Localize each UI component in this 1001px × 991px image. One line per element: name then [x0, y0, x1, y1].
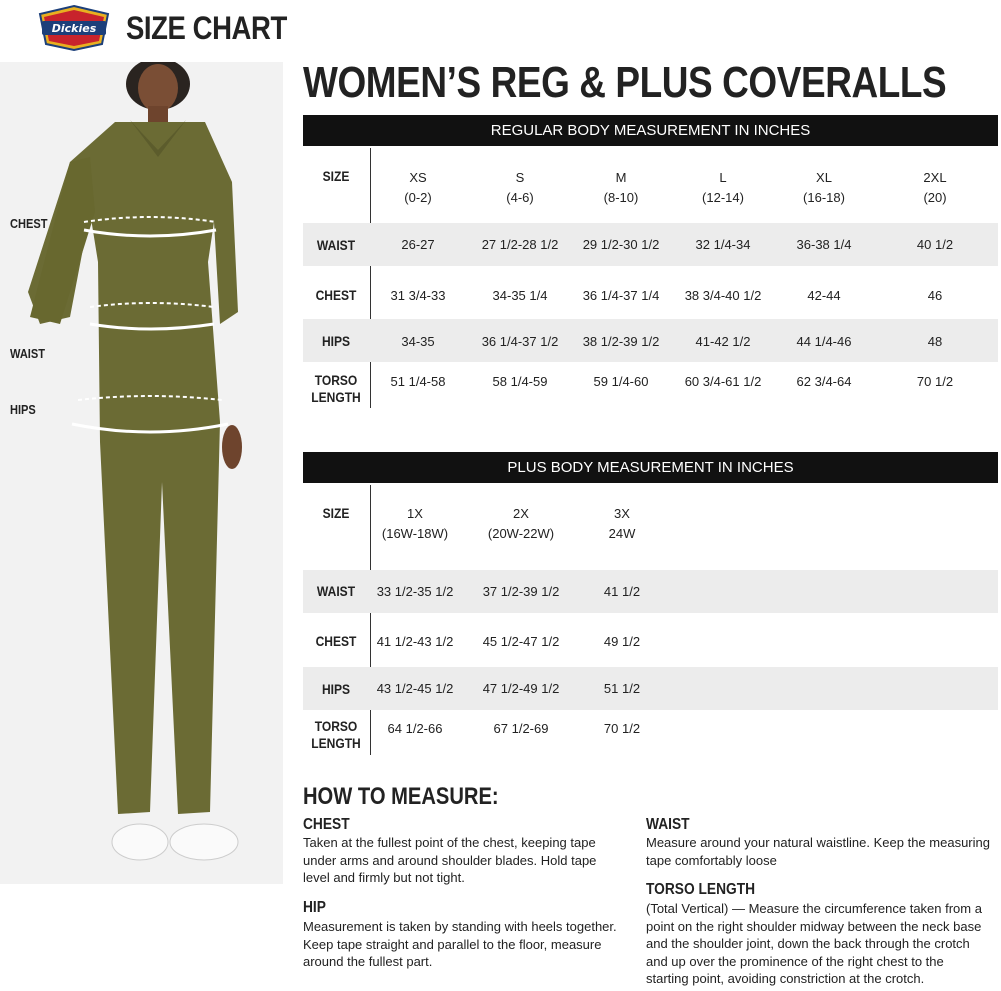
- plus-cell: 47 1/2-49 1/2: [482, 681, 560, 696]
- plus-table-heading: PLUS BODY MEASUREMENT IN INCHES: [303, 452, 998, 483]
- plus-cell: 37 1/2-39 1/2: [482, 584, 560, 599]
- plus-cell: 41 1/2: [603, 584, 641, 599]
- regular-row-label-torso: [308, 372, 365, 406]
- regular-cell: 42-44: [807, 288, 841, 303]
- regular-cell: 60 3/4-61 1/2: [684, 374, 762, 389]
- regular-cell: 40 1/2: [916, 237, 954, 252]
- regular-cell: 34-35: [401, 334, 435, 349]
- photo-label-waist: WAIST: [10, 346, 45, 361]
- regular-cell: 31 3/4-33: [390, 288, 446, 303]
- plus-cell: 33 1/2-35 1/2: [376, 584, 454, 599]
- regular-cell: 44 1/4-46: [796, 334, 852, 349]
- page-title: WOMEN’S REG & PLUS COVERALLS: [303, 58, 947, 107]
- plus-cell: 45 1/2-47 1/2: [482, 634, 560, 649]
- regular-cell: 26-27: [401, 237, 435, 252]
- plus-size-label: SIZE: [322, 505, 350, 521]
- size-chart-title: SIZE CHART: [126, 10, 287, 46]
- regular-row-label-waist: WAIST: [316, 237, 356, 253]
- plus-size-header: 2X (20W-22W): [487, 506, 555, 541]
- regular-cell: 38 3/4-40 1/2: [684, 288, 762, 303]
- how-to-measure-title: HOW TO MEASURE:: [303, 783, 499, 810]
- regular-size-header: M (8-10): [603, 170, 639, 205]
- regular-cell: 58 1/4-59: [492, 374, 548, 389]
- plus-row-label-hips: HIPS: [321, 681, 351, 697]
- plus-row-label-torso-2: LENGTH: [311, 735, 361, 751]
- how-torso-text: (Total Vertical) — Measure the circumference taken from a point on the right shoulder midway between the neck base and the shoulder joint, down the back through the crotch and up over the prominence of the right chest to the starting point, avoiding constriction at the crotch.: [646, 901, 982, 986]
- how-waist-text: Measure around your natural waistline. Keep the measuring tape comfortably loose: [646, 835, 990, 868]
- plus-cell: 41 1/2-43 1/2: [376, 634, 454, 649]
- coverall-illustration: [0, 62, 283, 884]
- plus-size-header: 3X 24W: [608, 506, 636, 541]
- regular-cell: 48: [927, 334, 943, 349]
- regular-cell: 70 1/2: [916, 374, 954, 389]
- regular-cell: 36 1/4-37 1/4: [582, 288, 660, 303]
- regular-cell: 51 1/4-58: [390, 374, 446, 389]
- regular-cell: 36-38 1/4: [796, 237, 852, 252]
- regular-row-label-hips: HIPS: [321, 333, 351, 349]
- how-hip-text: Measurement is taken by standing with heels together. Keep tape straight and parallel to the floor, measure around the fullest part.: [303, 919, 617, 969]
- photo-label-chest: CHEST: [10, 216, 48, 231]
- regular-cell: 29 1/2-30 1/2: [582, 237, 660, 252]
- regular-table-heading: REGULAR BODY MEASUREMENT IN INCHES: [303, 115, 998, 146]
- plus-row-label-chest: CHEST: [315, 633, 357, 649]
- regular-size-header: 2XL (20): [923, 170, 947, 205]
- plus-cell: 51 1/2: [603, 681, 641, 696]
- how-waist-title: WAIST: [646, 816, 690, 833]
- model-photo: [0, 62, 283, 884]
- photo-label-hips: HIPS: [10, 402, 36, 417]
- regular-cell: 59 1/4-60: [593, 374, 649, 389]
- regular-size-label: SIZE: [322, 168, 350, 184]
- plus-row-label-waist: WAIST: [316, 583, 356, 599]
- plus-cell: 49 1/2: [603, 634, 641, 649]
- regular-cell: 46: [927, 288, 943, 303]
- plus-cell: 70 1/2: [603, 721, 641, 736]
- regular-row-label-chest: CHEST: [315, 287, 357, 303]
- plus-row-label-torso: [308, 718, 365, 752]
- regular-cell: 34-35 1/4: [492, 288, 548, 303]
- regular-size-header: XS (0-2): [404, 170, 432, 205]
- regular-row-label-torso-1: TORSO: [314, 372, 358, 388]
- regular-cell: 41-42 1/2: [695, 334, 751, 349]
- logo-wordmark: Dickies: [51, 22, 97, 35]
- regular-cell: 36 1/4-37 1/2: [481, 334, 559, 349]
- how-chest-title: CHEST: [303, 816, 350, 833]
- regular-cell: 62 3/4-64: [796, 374, 852, 389]
- regular-cell: 27 1/2-28 1/2: [481, 237, 559, 252]
- plus-row-label-torso-1: TORSO: [314, 718, 358, 734]
- plus-cell: 43 1/2-45 1/2: [376, 681, 454, 696]
- regular-size-header: S (4-6): [506, 170, 534, 205]
- regular-size-header: L (12-14): [702, 170, 744, 205]
- how-torso-title: TORSO LENGTH: [646, 881, 756, 898]
- plus-cell: 67 1/2-69: [493, 721, 549, 736]
- plus-cell: 64 1/2-66: [387, 721, 443, 736]
- how-chest-text: Taken at the fullest point of the chest, keeping tape under arms and around shoulder blades. Hold tape level and firmly but not tight.: [303, 835, 597, 885]
- how-hip-title: HIP: [303, 899, 326, 916]
- regular-cell: 32 1/4-34: [695, 237, 751, 252]
- regular-cell: 38 1/2-39 1/2: [582, 334, 660, 349]
- regular-row-label-torso-2: LENGTH: [311, 389, 361, 405]
- dickies-logo: [36, 4, 112, 52]
- regular-size-header: XL (16-18): [803, 170, 845, 205]
- plus-size-header: 1X (16W-18W): [381, 506, 449, 541]
